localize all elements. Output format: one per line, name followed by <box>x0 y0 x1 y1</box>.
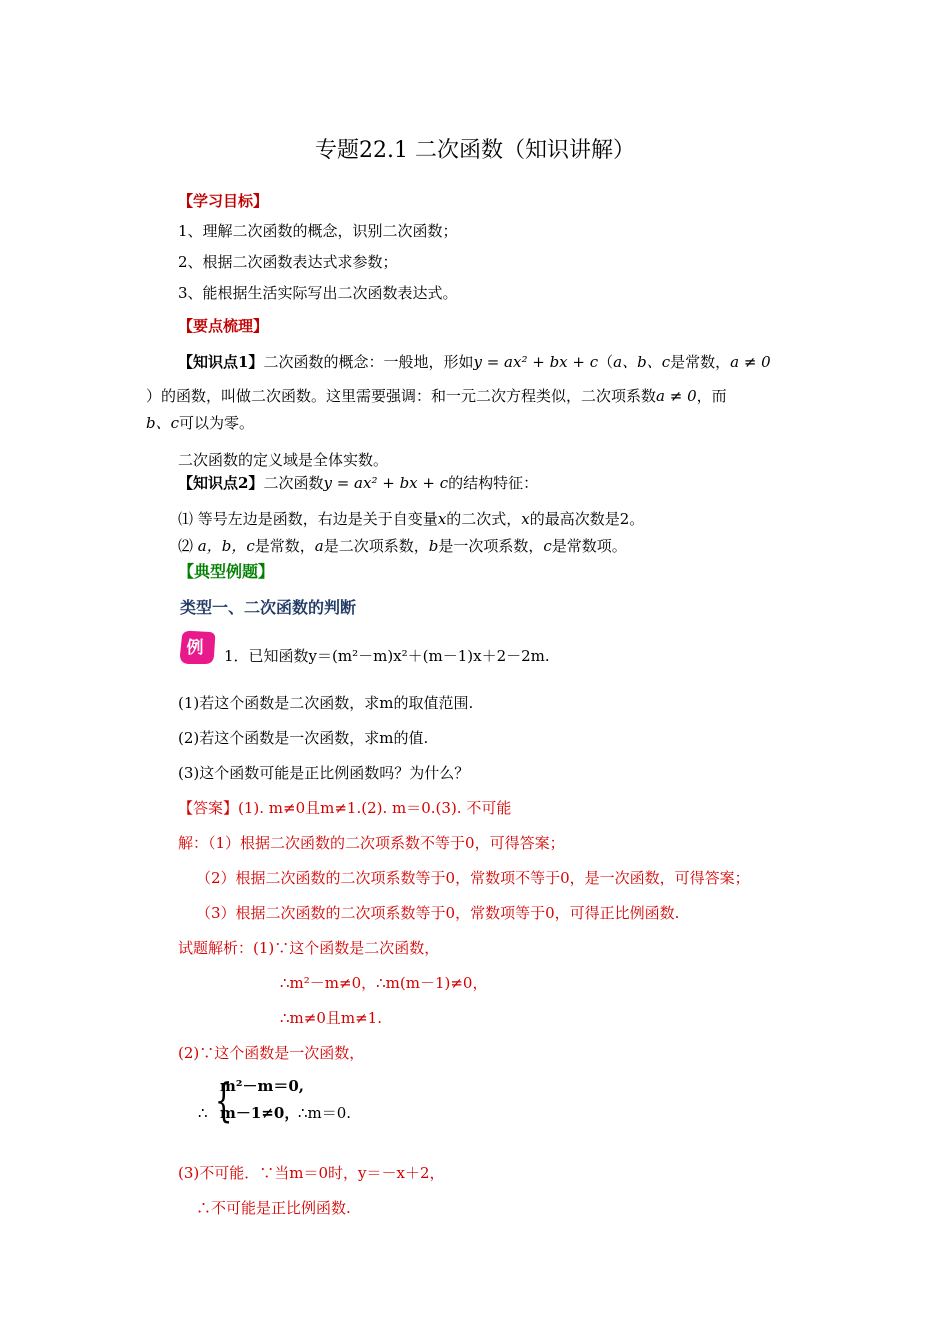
question-1: (1)若这个函数是二次函数，求m的取值范围. <box>178 694 474 712</box>
kp2-formula: y = ax² + bx + c <box>323 474 449 492</box>
goal-item: 2、根据二次函数表达式求参数； <box>178 253 398 271</box>
kp2-item-1: ⑴ 等号左边是函数，右边是关于自变量x的二次式，x的最高次数是2。 <box>178 510 645 528</box>
system-therefore: ∴ <box>198 1104 208 1122</box>
solution-1: 解：（1）根据二次函数的二次项系数不等于0，可得答案； <box>178 834 565 852</box>
answer-text: (1). m≠0且m≠1.(2). m＝0.(3). 不可能 <box>238 799 512 817</box>
example-badge-icon <box>178 630 216 666</box>
section-examples-heading: 【典型例题】 <box>178 562 275 581</box>
system-eq-2: m－1≠0， <box>220 1104 300 1122</box>
section-key-points-heading: 【要点梳理】 <box>178 317 269 335</box>
system-result: ∴m＝0. <box>298 1104 352 1122</box>
type-heading: 类型一、二次函数的判断 <box>180 598 357 617</box>
analysis-1: 试题解析：(1)∵这个函数是二次函数， <box>178 939 440 957</box>
answer-line <box>178 798 511 818</box>
analysis-3: ∴m≠0且m≠1. <box>280 1009 382 1027</box>
example-stem: 1．已知函数y＝(m²－m)x²＋(m－1)x＋2－2m. <box>224 647 550 665</box>
goal-item: 1、理解二次函数的概念，识别二次函数； <box>178 222 458 240</box>
solution-2: （2）根据二次函数的二次项系数等于0，常数项不等于0，是一次函数，可得答案； <box>196 869 750 887</box>
kp2-label: 【知识点2】 <box>178 474 264 492</box>
section-goals-heading: 【学习目标】 <box>178 192 269 210</box>
system-eq-1: m²－m＝0, <box>220 1077 304 1095</box>
analysis-2: ∴m²－m≠0，∴m(m－1)≠0， <box>280 974 488 992</box>
question-3: (3)这个函数可能是正比例函数吗？为什么？ <box>178 764 470 782</box>
question-2: (2)若这个函数是一次函数，求m的值. <box>178 729 429 747</box>
kp1-label: 【知识点1】 <box>178 353 264 371</box>
system-brace: { <box>214 1073 233 1127</box>
goal-item: 3、能根据生活实际写出二次函数表达式。 <box>178 284 458 302</box>
kp1-line-3: b、c可以为零。 <box>146 414 255 432</box>
kp1-line-1: 【知识点1】二次函数的概念：一般地，形如y = ax² + bx + c（a、b、c是常数，a ≠ 0 <box>178 353 771 371</box>
answer-label: 【答案】 <box>178 799 239 817</box>
analysis-4: (2)∵这个函数是一次函数， <box>178 1044 365 1062</box>
kp2-item-2: ⑵ a，b，c是常数，a是二次项系数，b是一次项系数，c是常数项。 <box>178 537 627 555</box>
example-badge-label: 例 <box>186 638 204 658</box>
analysis-6: ∴不可能是正比例函数. <box>196 1199 351 1217</box>
solution-3: （3）根据二次函数的二次项系数等于0，常数项等于0，可得正比例函数. <box>196 904 680 922</box>
kp1-domain: 二次函数的定义域是全体实数。 <box>178 451 389 469</box>
kp1-line-2: ）的函数，叫做二次函数。这里需要强调：和一元二次方程类似，二次项系数a ≠ 0，而 <box>146 387 727 405</box>
page-title: 专题22.1 二次函数（知识讲解） <box>315 138 635 163</box>
kp1-formula: y = ax² + bx + c <box>473 353 599 371</box>
kp2-line: 【知识点2】二次函数y = ax² + bx + c的结构特征： <box>178 474 539 492</box>
analysis-5: (3)不可能．∵当m＝0时，y＝－x＋2， <box>178 1164 445 1182</box>
